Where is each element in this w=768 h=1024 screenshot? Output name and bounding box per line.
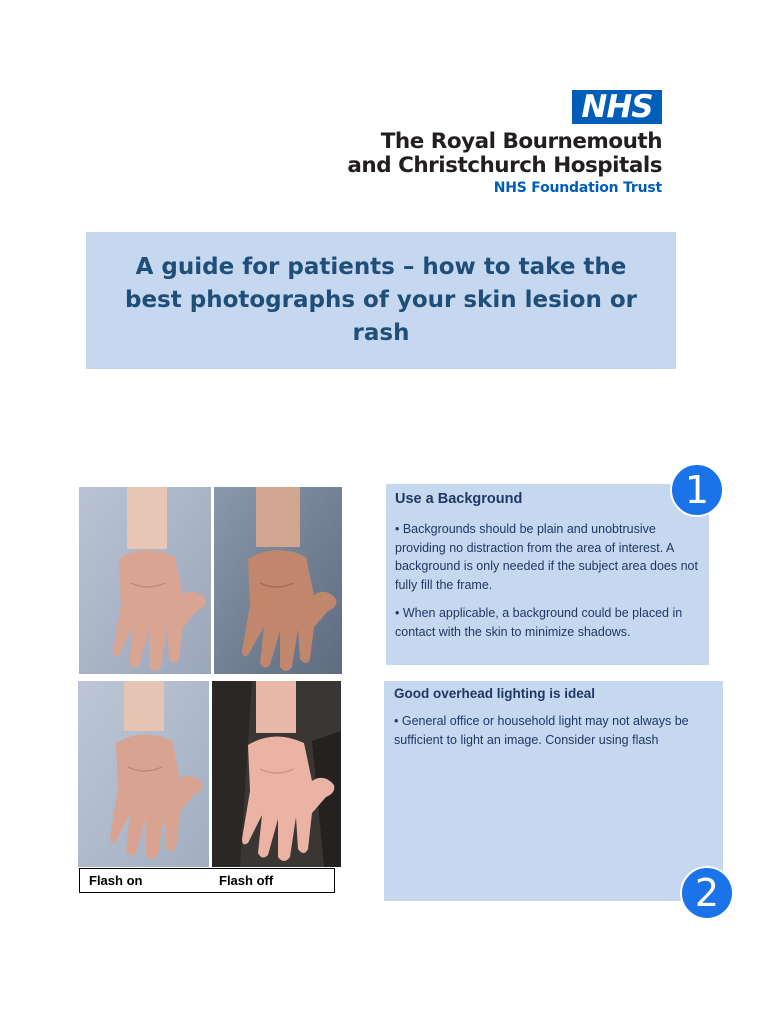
step-number-badge-1: 1 — [670, 463, 724, 517]
trust-name: NHS Foundation Trust — [493, 180, 662, 196]
step-number-badge-2: 2 — [680, 866, 734, 920]
section-1-paragraph-2: • When applicable, a background could be placed in contact with the skin to minimize shadows. — [395, 606, 683, 639]
org-name-line-1: The Royal Bournemouth — [380, 129, 662, 154]
flash-off-label: Flash off — [219, 873, 274, 888]
page-title: A guide for patients – how to take the best photographs of your skin lesion or rash — [124, 254, 638, 346]
section-lighting-box — [384, 681, 723, 901]
hand-photo-flash-off — [212, 681, 341, 867]
title-banner — [86, 232, 676, 369]
section-2-paragraph-1: • General office or household light may not always be sufficient to light an image. Consider using flash — [394, 714, 689, 747]
hand-photo-top-right — [214, 487, 342, 674]
nhs-logo-badge: NHS — [572, 90, 662, 124]
section-1-paragraph-1: • Backgrounds should be plain and unobtrusive providing no distraction from the area of interest. A background is only needed if the subject area does not fully fill the frame. — [395, 522, 698, 592]
flash-caption-box — [79, 868, 335, 893]
hand-photo-top-left — [79, 487, 211, 674]
section-background-box — [386, 484, 709, 665]
org-name-line-2: and Christchurch Hospitals — [347, 153, 662, 178]
flash-on-label: Flash on — [89, 873, 143, 888]
section-1-heading: Use a Background — [395, 491, 523, 507]
hand-photo-flash-on — [78, 681, 209, 867]
section-2-heading: Good overhead lighting is ideal — [394, 686, 596, 701]
